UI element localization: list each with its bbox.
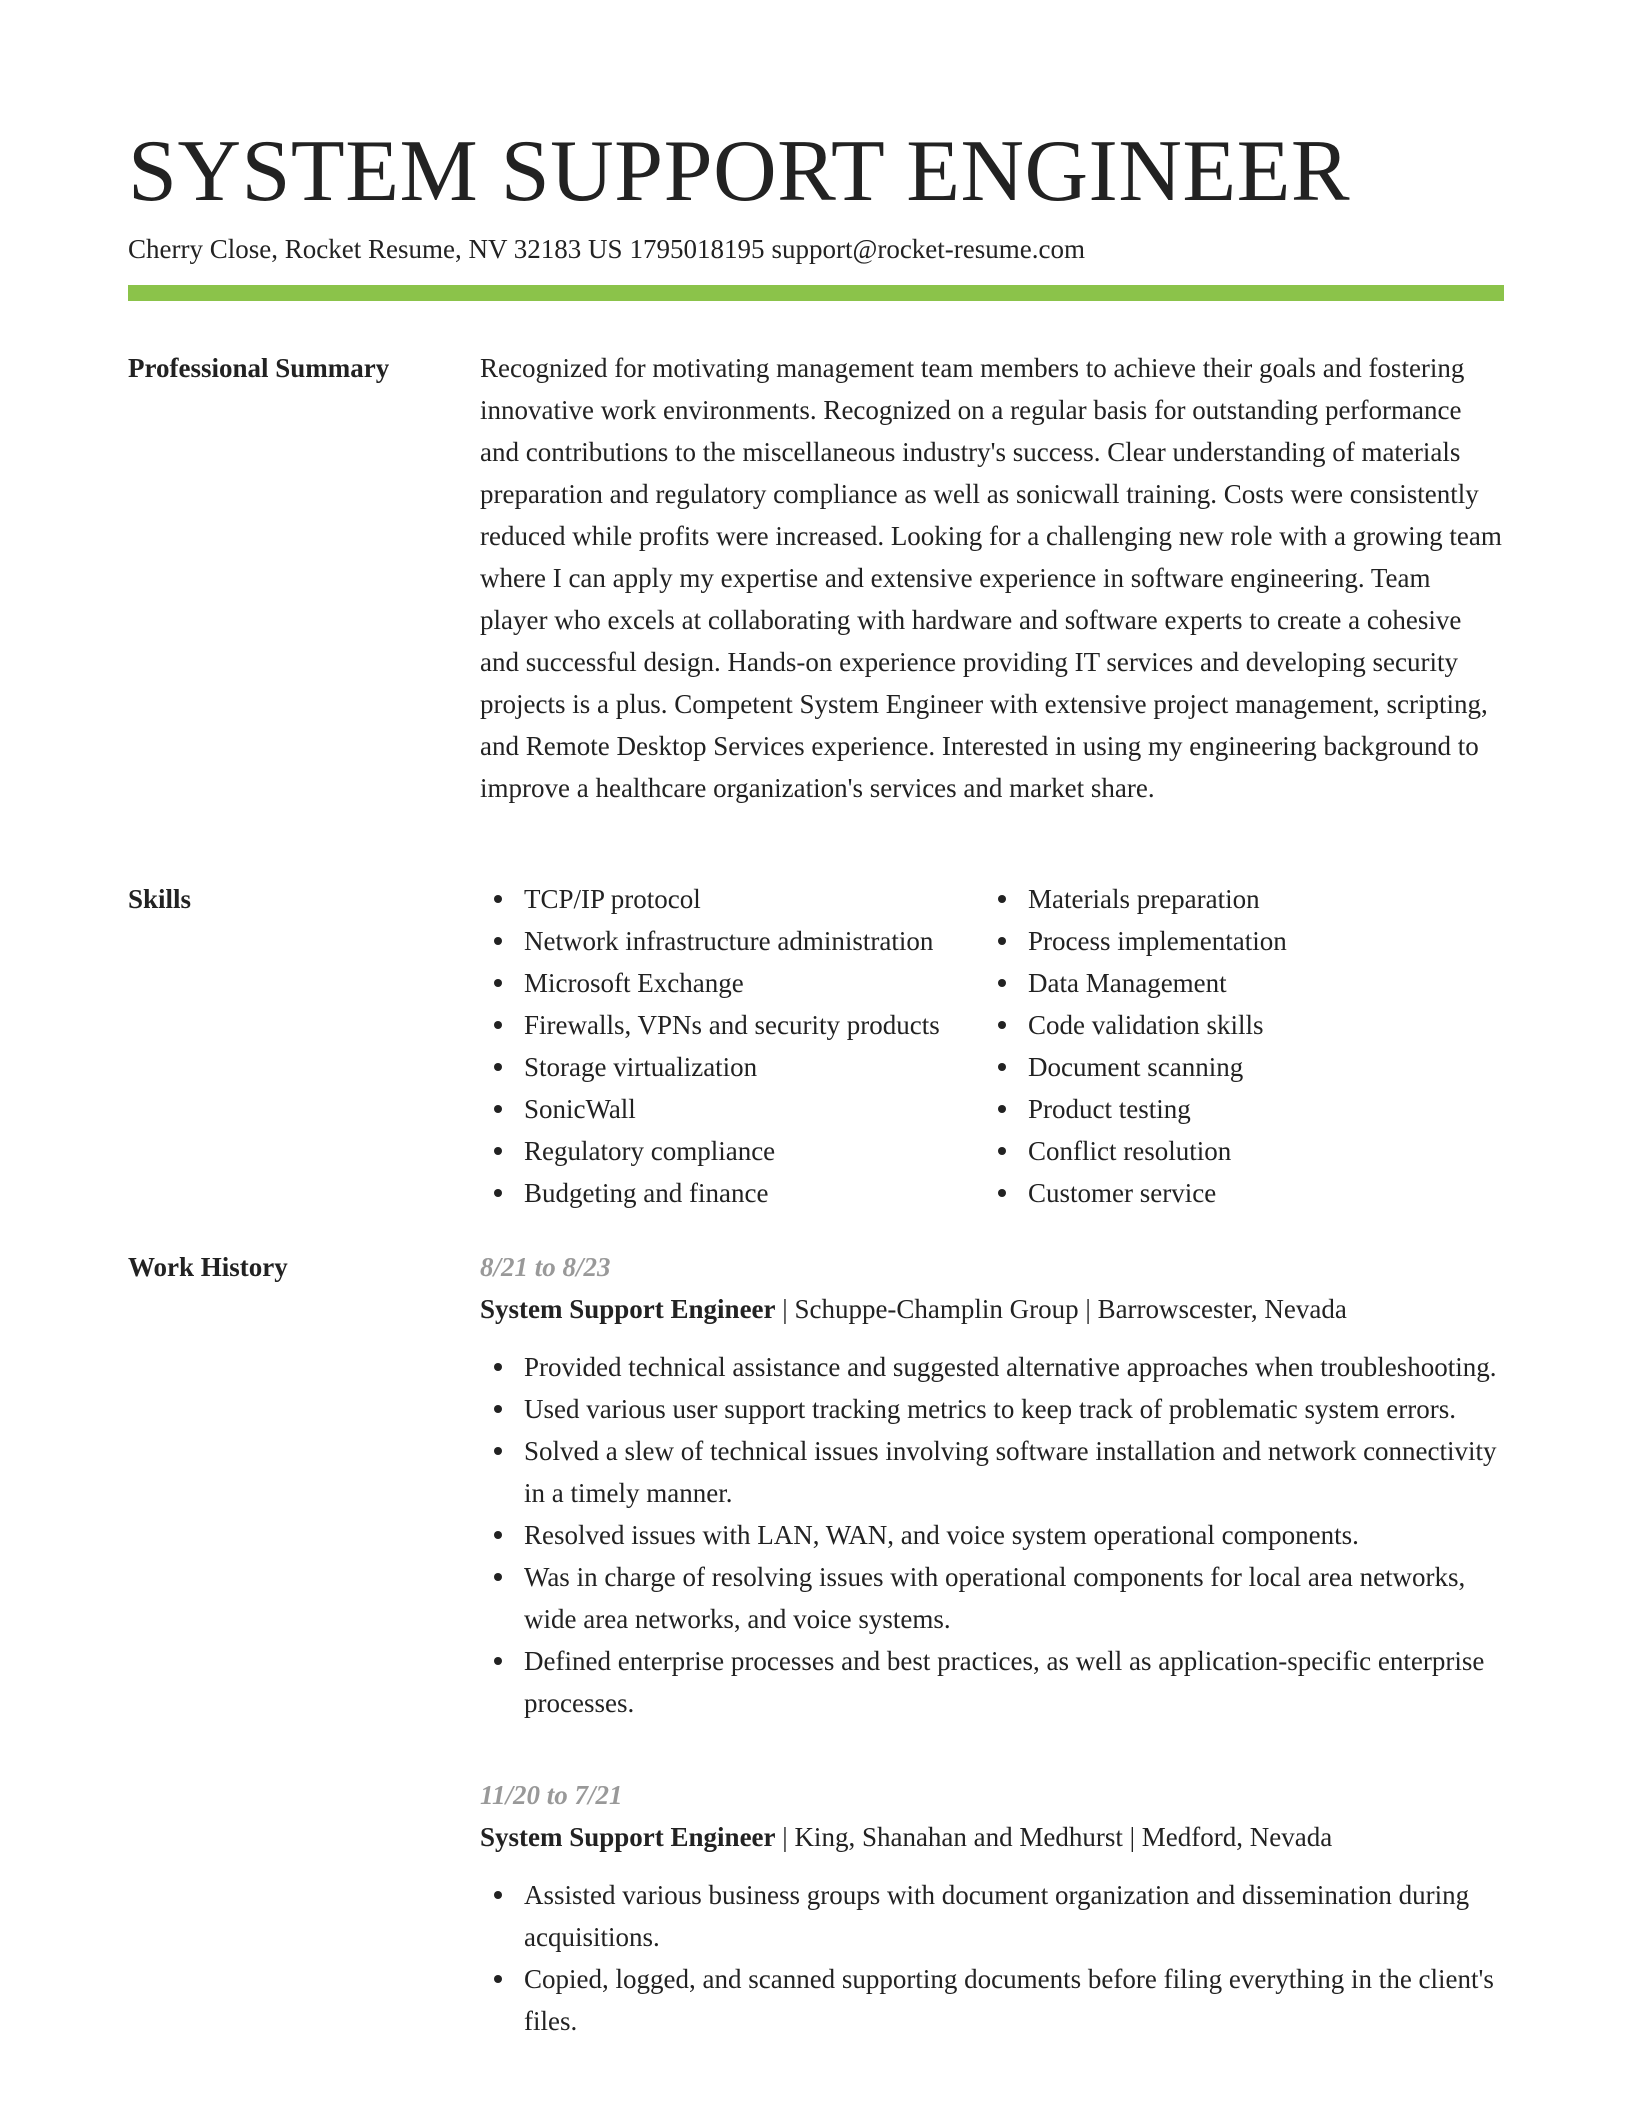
header-divider xyxy=(128,285,1504,301)
skill-item: Firewalls, VPNs and security products xyxy=(480,1004,984,1046)
skills-label: Skills xyxy=(128,884,192,914)
skill-item: Budgeting and finance xyxy=(480,1172,984,1214)
skills-list-right xyxy=(984,878,1287,1214)
skill-item: Regulatory compliance xyxy=(480,1130,984,1172)
skill-item: Materials preparation xyxy=(984,878,1287,920)
job-dates: 11/20 to 7/21 xyxy=(480,1780,623,1810)
job-location: Medford, Nevada xyxy=(1141,1822,1333,1852)
job-heading xyxy=(480,1816,1504,1858)
skill-item: Product testing xyxy=(984,1088,1287,1130)
job-bullet: Copied, logged, and scanned supporting documents before filing everything in the client's files. xyxy=(480,1958,1504,2042)
job-bullet: Resolved issues with LAN, WAN, and voice system operational components. xyxy=(480,1514,1504,1556)
summary-section xyxy=(480,347,1504,809)
skill-item: TCP/IP protocol xyxy=(480,878,984,920)
skills-section xyxy=(480,878,1504,1214)
skills-list-left xyxy=(480,878,984,1214)
contact-email: support@rocket-resume.com xyxy=(771,234,1085,264)
job-location: Barrowscester, Nevada xyxy=(1097,1294,1347,1324)
job-bullets xyxy=(480,1346,1504,1724)
separator: | xyxy=(1129,1822,1136,1852)
job-bullet: Was in charge of resolving issues with operational components for local area networks, wide area networks, and voice systems. xyxy=(480,1556,1504,1640)
separator: | xyxy=(1085,1294,1091,1324)
job-title: System Support Engineer xyxy=(480,1822,776,1852)
skill-item: Network infrastructure administration xyxy=(480,920,984,962)
job-company: Schuppe-Champlin Group xyxy=(794,1294,1079,1324)
job-bullet: Solved a slew of technical issues involving software installation and network connectivity in a timely manner. xyxy=(480,1430,1504,1514)
skill-item: Conflict resolution xyxy=(984,1130,1287,1172)
job-company: King, Shanahan and Medhurst xyxy=(794,1822,1123,1852)
job-bullet: Used various user support tracking metrics to keep track of problematic system errors. xyxy=(480,1388,1504,1430)
contact-line xyxy=(128,232,1085,266)
work-history-label: Work History xyxy=(128,1252,288,1282)
skills-columns xyxy=(480,878,1504,1214)
job-dates: 8/21 to 8/23 xyxy=(480,1252,611,1282)
skill-item: Document scanning xyxy=(984,1046,1287,1088)
job-entry xyxy=(480,1774,1504,2042)
contact-phone: 1795018195 xyxy=(629,234,765,264)
job-heading xyxy=(480,1288,1504,1330)
contact-address: Cherry Close, Rocket Resume, NV 32183 US xyxy=(128,234,623,264)
job-entry xyxy=(480,1246,1504,1724)
work-history-section xyxy=(480,1246,1504,2092)
summary-label: Professional Summary xyxy=(128,353,390,383)
job-bullet: Defined enterprise processes and best practices, as well as application-specific enterprise processes. xyxy=(480,1640,1504,1724)
job-bullet: Provided technical assistance and suggested alternative approaches when troubleshooting. xyxy=(480,1346,1504,1388)
separator: | xyxy=(782,1294,788,1324)
skill-item: Customer service xyxy=(984,1172,1287,1214)
job-bullets xyxy=(480,1874,1504,2042)
skill-item: Storage virtualization xyxy=(480,1046,984,1088)
job-bullet: Assisted various business groups with document organization and dissemination during acquisitions. xyxy=(480,1874,1504,1958)
separator: | xyxy=(782,1822,788,1852)
summary-text: Recognized for motivating management team members to achieve their goals and fostering innovative work environments. Recognized on a regular basis for outstanding performance and contributions to the miscellaneous industry's success. Clear understanding of materials preparation and regulatory compliance as well as sonicwall training. Costs were consistently reduced while profits were increased. Looking for a challenging new role with a growing team where I can apply my expertise and extensive experience in software engineering. Team player who excels at collaborating with hardware and software experts to create a cohesive and successful design. Hands-on experience providing IT services and developing security projects is a plus. Competent System Engineer with extensive project management, scripting, and Remote Desktop Services experience. Interested in using my engineering background to improve a healthcare organization's services and market share. xyxy=(480,353,1502,803)
skill-item: SonicWall xyxy=(480,1088,984,1130)
skill-item: Process implementation xyxy=(984,920,1287,962)
resume-name: SYSTEM SUPPORT ENGINEER xyxy=(128,123,1351,220)
skill-item: Microsoft Exchange xyxy=(480,962,984,1004)
job-title: System Support Engineer xyxy=(480,1294,776,1324)
skill-item: Data Management xyxy=(984,962,1287,1004)
skill-item: Code validation skills xyxy=(984,1004,1287,1046)
